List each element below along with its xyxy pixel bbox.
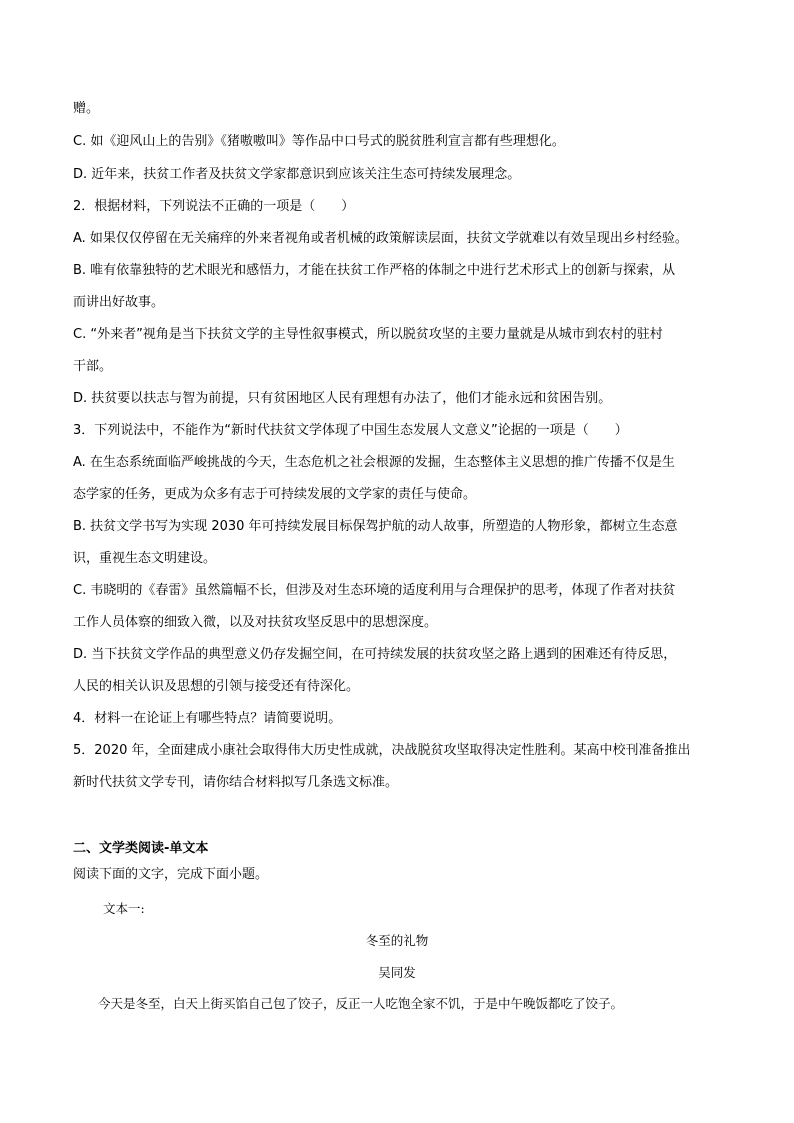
question-5-line1: 5．2020 年，全面建成小康社会取得伟大历史性成就，决战脱贫攻坚取得决定性胜利。某高中校刊准备推出 [73,743,691,758]
option-c-q2-line1: C. “外来者”视角是当下扶贫文学的主导性叙事模式，所以脱贫攻坚的主要力量就是从城市到农村的驻村 [73,327,663,342]
option-d-q3-line2: 人民的相关认识及思想的引领与接受还有待深化。 [73,679,360,694]
option-c-q3-line2: 工作人员体察的细致入微，以及对扶贫攻坚反思中的思想深度。 [73,615,438,630]
option-c-q2-line2: 干部。 [73,359,113,374]
text-line: 赠。 [73,101,100,116]
option-b-q2-line2: 而讲出好故事。 [73,295,165,310]
question-4: 4．材料一在论证上有哪些特点？请简要说明。 [73,711,342,726]
option-b-q2-line1: B. 唯有依靠独特的艺术眼光和感悟力，才能在扶贫工作严格的体制之中进行艺术形式上的创新与探索，从 [73,263,676,278]
reading-instruction: 阅读下面的文字，完成下面小题。 [73,867,269,882]
option-c-q3-line1: C. 韦晓明的《春雷》虽然篇幅不长，但涉及对生态环境的适度利用与合理保护的思考，体现了作者对扶贫 [73,583,676,598]
story-author: 吴同发 [378,965,416,980]
option-d-q2: D. 扶贫要以扶志与智为前提，只有贫困地区人民有理想有办法了，他们才能永远和贫困告别。 [73,391,612,406]
story-paragraph: 今天是冬至，白天上街买馅自己包了饺子，反正一人吃饱全家不饥，于是中午晚饭都吃了饺子。 [98,996,624,1011]
option-d-q1: D. 近年来，扶贫工作者及扶贫文学家都意识到应该关注生态可持续发展理念。 [73,167,521,182]
option-a-q3-line2: 态学家的任务，更成为众多有志于可持续发展的文学家的责任与使命。 [73,487,477,502]
question-3: 3．下列说法中，不能作为“新时代扶贫文学体现了中国生态发展人文意义”论据的一项是（ ） [73,423,628,438]
option-b-q3-line1: B. 扶贫文学书写为实现 2030 年可持续发展目标保驾护航的动人故事，所塑造的人物形象，都树立生态意 [73,519,678,534]
option-c-q1: C. 如《迎风山上的告别》《猪嗷嗷叫》等作品中口号式的脱贫胜利宣言都有些理想化。 [73,134,565,149]
question-2: 2．根据材料，下列说法不正确的一项是（ ） [73,199,355,214]
question-5-line2: 新时代扶贫文学专刊，请你结合材料拟写几条选文标准。 [73,775,399,790]
section-title: 二、文学类阅读-单文本 [73,841,209,856]
option-a-q2: A. 如果仅仅停留在无关痛痒的外来者视角或者机械的政策解读层面，扶贫文学就难以有效呈现出乡村经验。 [73,231,688,246]
option-a-q3-line1: A. 在生态系统面临严峻挑战的今天，生态危机之社会根源的发掘，生态整体主义思想的推广传播不仅是生 [73,455,675,470]
option-b-q3-line2: 识，重视生态文明建设。 [73,551,217,566]
text-label: 文本一: [103,901,145,916]
option-d-q3-line1: D. 当下扶贫文学作品的典型意义仍存发掘空间，在可持续发展的扶贫攻坚之路上遇到的困难还有待反思， [73,647,677,662]
story-title: 冬至的礼物 [365,933,429,948]
